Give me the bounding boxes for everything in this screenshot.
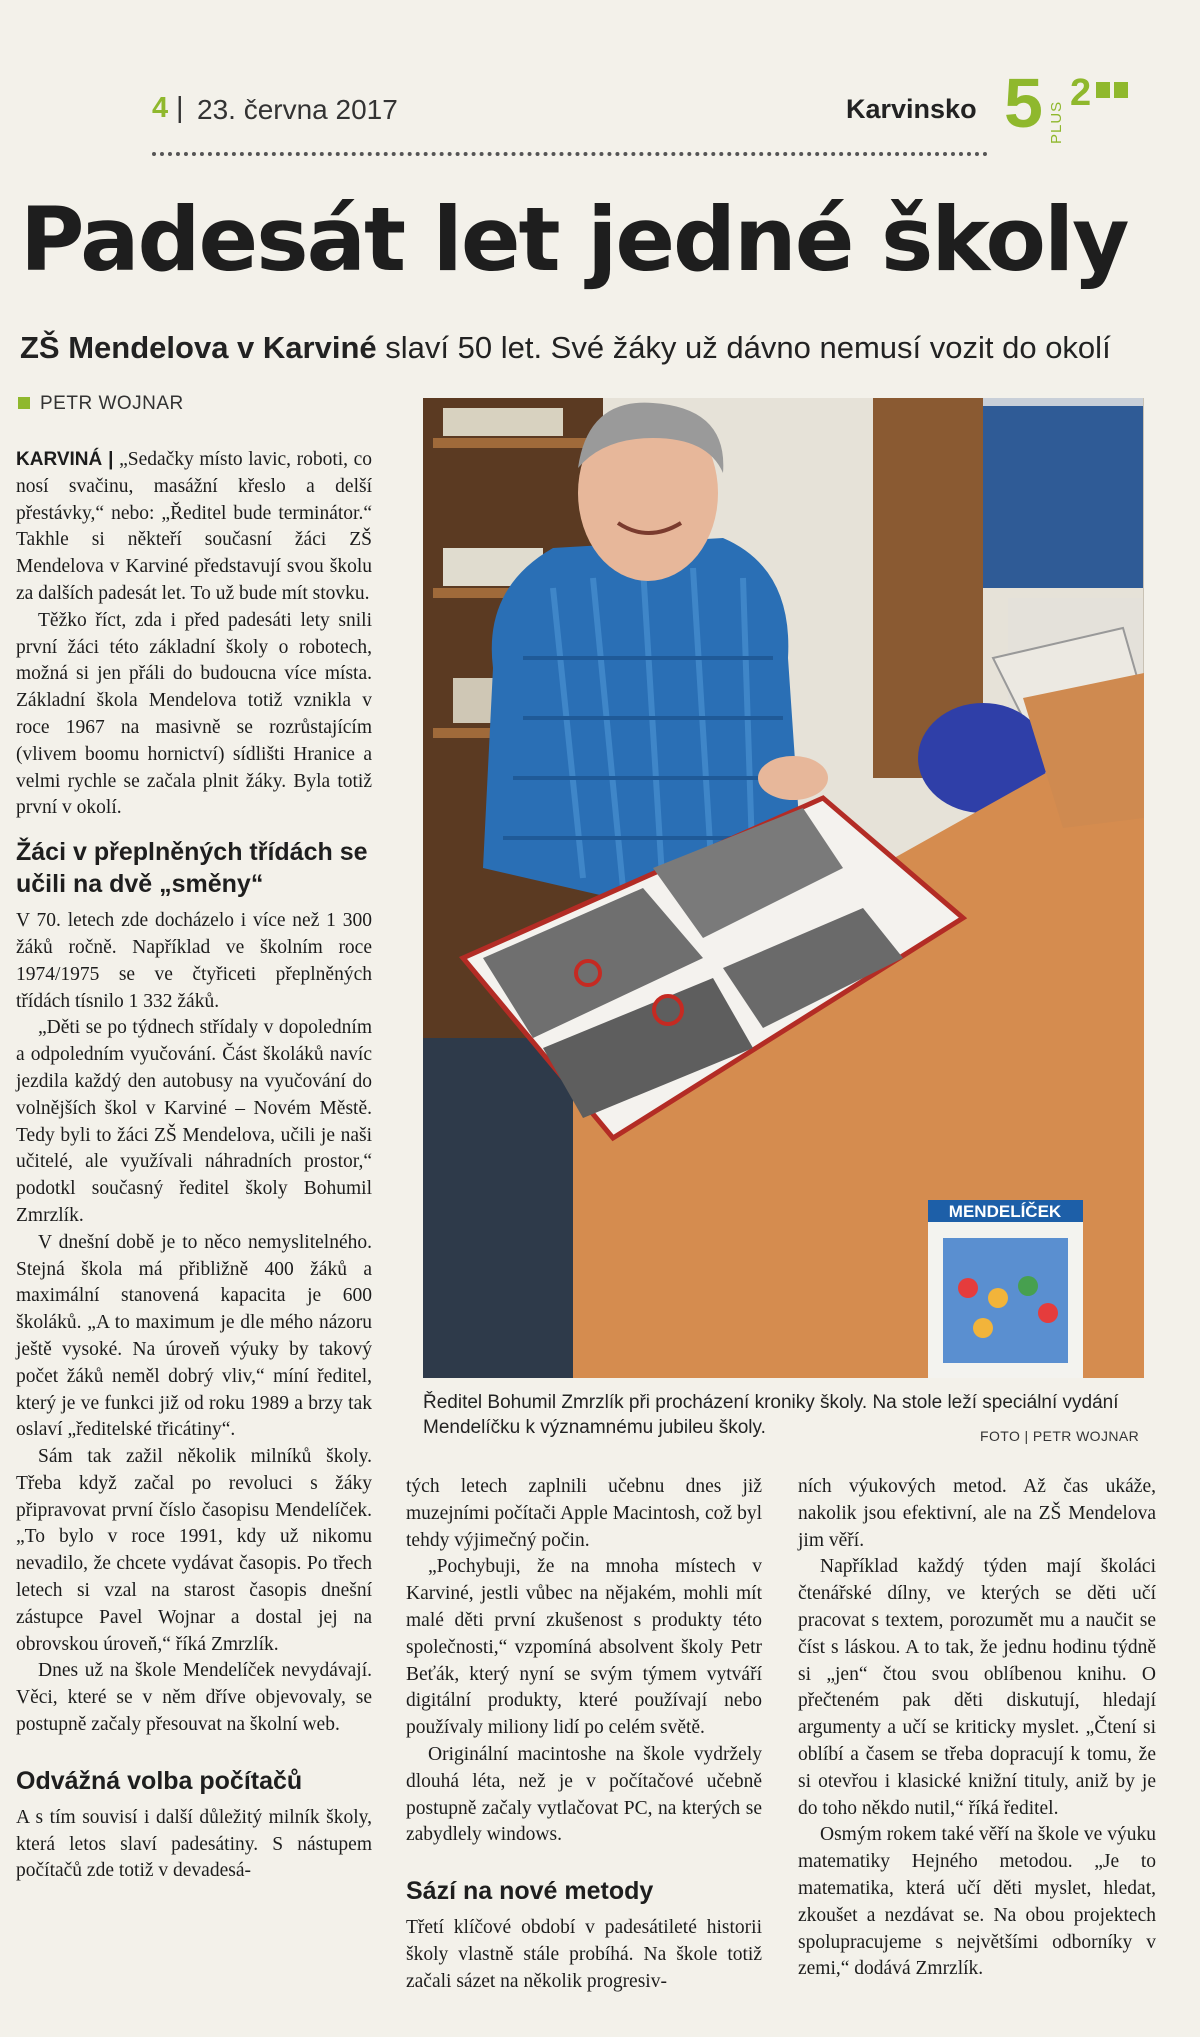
logo-plus: PLUS [1048,100,1065,144]
article-paragraph [16,447,372,608]
article-paragraph: Originální macintoshe na škole vydržely dlouhá léta, než je v počítačové učebně postupně začaly vytlačovat PC, na kterých se zabydlely windows. [406,1743,762,1846]
article-paragraph: V dnešní době je to něco nemyslitelného. Stejná škola má přibližně 400 žáků a maximální stanovená kapacita je 600 školáků. „A to maximum je dle mého názoru ještě vysoké. Na úroveň výuky by takový počet žáků neměl dobrý vliv,“ míní ředitel, který je ve funkci již od roku 1989 a brzy tak oslaví „ředitelské třicátiny“. [16,1231,372,1441]
article-column-1 [16,447,372,1885]
photo-credit: FOTO | PETR WOJNAR [980,1428,1140,1444]
article-photo [423,398,1144,1378]
page-number: 4 [152,92,169,124]
subhead-rest: slaví 50 let. Své žáky už dávno nemusí vozit do okolí [385,330,1111,365]
article-paragraph: Třetí klíčové období v padesátileté historii školy vlastně stále probíhá. Na škole totiž začali sázet na několik progresiv- [406,1917,762,1992]
logo-two: 2 [1070,72,1092,114]
logo-square-icon [1096,82,1110,98]
subtitle-methods: Sází na nové metody [406,1877,654,1906]
article-paragraph: A s tím souvisí i další důležitý milník školy, která letos slaví padesátiny. S nástupem počítačů zde totiž v devadesá- [16,1806,372,1882]
article-column-3 [798,1474,1156,1983]
article-paragraph: „Pochybuji, že na mnoha místech v Karviné, jestli vůbec na nějakém, mohli mít malé děti první zkušenost s produkty této společnosti,“ vzpomíná absolvent školy Petr Beťák, který nyní se svým týmem vytváří digitální produkty, které používají nebo používaly miliony lidí po celém světě. [406,1556,762,1739]
article-paragraph: Osmým rokem také věří na škole ve výuku matematiky Hejného metodou. „Je to matematika, která učí děti myslet, hledat, zkoušet a nezdávat se. Na obou projektech spolupracujeme s největšími odborníky v zemi,“ dodává Zmrzlík. [798,1824,1156,1980]
article-paragraph: Těžko říct, zda i před padesáti lety snili první žáci této základní školy o robotech, možná si jen přáli do budoucna více místa. Základní škola Mendelova totiž vznikla v roce 1967 na masivně se rozrůstajícím (vlivem boomu hornictví) sídlišti Hranice a velmi rychle se začala plnit žáky. Byla totiž první v okolí. [16,609,372,819]
article-paragraph: ních výukových metod. Až čas ukáže, nakolik jsou efektivní, ale na ZŠ Mendelova jim věří. [798,1476,1156,1551]
subtitle-classrooms: Žáci v přeplněných třídách se učili na dvě „směny“ [16,838,368,899]
article-headline: Padesát let jedné školy [20,188,1128,291]
lead-text: „Sedačky místo lavic, roboti, co nosí svačinu, masážní křeslo a delší přestávky,“ nebo: „Ředitel bude terminátor.“ Takhle si někteří současní žáci ZŠ Mendelova v Karviné představují svou školu za dalších padesát let. To už bude mít stovku. [16,449,372,604]
plus-logo [1004,64,1164,154]
article-paragraph: tých letech zaplnili učebnu dnes již muzejními počítači Apple Macintosh, což byl tehdy výjimečný počin. [406,1476,762,1551]
logo-square-icon [1114,82,1128,98]
article-subhead [20,330,1180,366]
article-paragraph: V 70. letech zde docházelo i více než 1 300 žáků ročně. Například ve školním roce 1974/1975 se ve čtyřiceti přeplněných třídách tísnilo 1 332 žáků. [16,910,372,1012]
photo-caption: Ředitel Bohumil Zmrzlík při procházení kroniky školy. Na stole leží speciální vydání Mendelíčku k významnému jubileu školy. [423,1392,1119,1438]
article-paragraph: Například každý týden mají školáci čtenářské dílny, ve kterých se děti učí pracovat s textem, porozumět mu a naučit se číst s láskou. A to tak, že jednu hodinu týdně si „jen“ čtou svou oblíbenou knihu. O přečteném pak děti diskutují, hledají argumenty a učí se kriticky myslet. „Čtení si oblíbí a časem se třeba dopracují k tomu, že si otevřou i klasické knižní tituly, aniž by je do toho někdo nutil,“ říká ředitel. [798,1556,1156,1819]
subtitle-computers: Odvážná volba počítačů [16,1766,303,1795]
subhead-bold: ZŠ Mendelova v Karviné [20,330,377,365]
byline-square-icon [18,397,30,409]
article-paragraph: Sám tak zažil několik milníků školy. Třeba když začal po revoluci s žáky připravovat první číslo časopisu Mendelíček. „To bylo v roce 1991, kdy už nikomu nevadilo, že chcete vydávat časopis. Po třech letech si vzal na starost časopis dnešní zástupce Pavel Wojnar a dostal jej na obrovskou úroveň,“ říká Zmrzlík. [16,1446,372,1655]
article-paragraph: „Děti se po týdnech střídaly v dopoledním a odpoledním vyučování. Část školáků navíc jezdila každý den autobusy na vyučování do volnějších škol v Karviné – Novém Městě. Tedy byli to žáci ZŠ Mendelova, učili je naši učitelé, ale využívali náhradních prostor,“ podotkl současný ředitel školy Bohumil Zmrzlík. [16,1017,372,1226]
magazine-title: MENDELÍČEK [948,1202,1062,1221]
header-dotted-rule [152,152,988,156]
photo-illustration [423,398,1144,1378]
header-separator: | [176,92,184,124]
article-column-2 [406,1474,762,1996]
issue-date: 23. června 2017 [197,94,398,125]
page-header [0,0,1200,170]
article-paragraph: Dnes už na škole Mendelíček nevydávají. Věci, které se v něm dříve objevovaly, se postupně začaly přesouvat na školní web. [16,1660,372,1736]
article-byline [18,393,184,415]
byline-author: PETR WOJNAR [40,393,184,414]
dateline: KARVINÁ | [16,449,114,470]
logo-five: 5 [1004,64,1043,142]
section-region: Karvinsko [846,94,977,124]
